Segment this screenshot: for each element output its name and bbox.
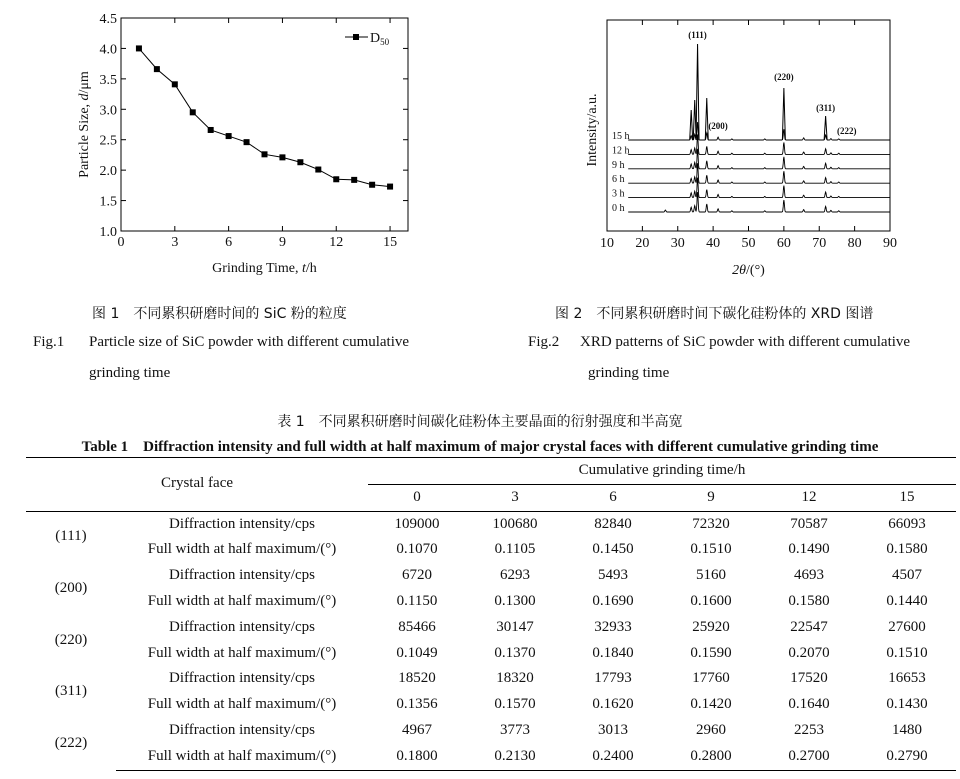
row-label: Full width at half maximum/(°) bbox=[147, 696, 337, 713]
value-cell: 109000 bbox=[368, 511, 466, 537]
fig2-caption-line1: XRD patterns of SiC powder with different cumulative bbox=[580, 334, 911, 350]
x-tick-label: 50 bbox=[741, 236, 756, 251]
y-tick-label: 3.5 bbox=[99, 72, 117, 88]
data-point bbox=[262, 151, 268, 157]
x-tick-label: 30 bbox=[670, 236, 685, 251]
value-cell: 0.1590 bbox=[690, 644, 732, 661]
data-point bbox=[315, 167, 321, 173]
row-label: Diffraction intensity/cps bbox=[116, 511, 368, 537]
value-cell: 0.1580 bbox=[788, 592, 830, 609]
y-tick-label: 2.5 bbox=[99, 133, 117, 149]
value-cell: 0.2400 bbox=[564, 744, 662, 770]
crystal-face-cell: (220) bbox=[54, 631, 88, 648]
fig2-caption-label: Fig.2 bbox=[528, 334, 560, 350]
data-point bbox=[172, 81, 178, 87]
value-cell: 18320 bbox=[496, 670, 534, 687]
value-cell: 25920 bbox=[692, 618, 730, 635]
series-label: 3 h bbox=[612, 188, 625, 200]
xrd-pattern-line bbox=[628, 163, 890, 183]
data-point bbox=[208, 127, 214, 133]
value-cell: 0.1105 bbox=[494, 541, 536, 558]
value-cell: 2253 bbox=[794, 721, 824, 738]
row-label: Full width at half maximum/(°) bbox=[147, 541, 337, 558]
value-cell: 0.1430 bbox=[886, 696, 928, 713]
value-cell: 17520 bbox=[790, 670, 828, 687]
row-label: Full width at half maximum/(°) bbox=[116, 744, 368, 770]
value-cell: 3773 bbox=[500, 721, 530, 738]
data-point bbox=[136, 45, 142, 51]
y-tick-label: 1.5 bbox=[99, 194, 117, 210]
value-cell: 70587 bbox=[760, 511, 858, 537]
value-cell: 0.1620 bbox=[592, 696, 634, 713]
fig2-caption-cn: 图 2 不同累积研磨时间下碳化硅粉体的 XRD 图谱 bbox=[555, 306, 874, 322]
series-label: 12 h bbox=[612, 145, 630, 157]
x-tick-label: 80 bbox=[847, 236, 862, 251]
value-cell: 2960 bbox=[696, 721, 726, 738]
time-col-header: 3 bbox=[511, 488, 519, 505]
time-col-header: 0 bbox=[413, 488, 421, 505]
value-cell: 0.2790 bbox=[858, 744, 956, 770]
row-label: Diffraction intensity/cps bbox=[169, 670, 315, 687]
value-cell: 0.1370 bbox=[494, 644, 536, 661]
value-cell: 100680 bbox=[466, 511, 564, 537]
value-cell: 0.1490 bbox=[788, 541, 830, 558]
data-point bbox=[226, 133, 232, 139]
value-cell: 0.1150 bbox=[396, 592, 438, 609]
table-row bbox=[26, 692, 956, 718]
data-point bbox=[244, 139, 250, 145]
data-point bbox=[387, 184, 393, 190]
crystal-face-cell: (111) bbox=[26, 511, 116, 563]
time-col-header: 9 bbox=[707, 488, 715, 505]
crystal-face-cell: (200) bbox=[54, 580, 88, 597]
table-row bbox=[26, 615, 956, 641]
crystal-face-cell: (311) bbox=[55, 683, 87, 700]
peak-label: (200) bbox=[708, 121, 728, 131]
peak-label: (311) bbox=[816, 103, 836, 113]
series-label: 0 h bbox=[612, 203, 625, 214]
x-tick-label: 15 bbox=[383, 235, 398, 250]
row-label: Diffraction intensity/cps bbox=[169, 567, 315, 584]
value-cell: 82840 bbox=[564, 511, 662, 537]
value-cell: 66093 bbox=[858, 511, 956, 537]
table-title-en: Table 1 Diffraction intensity and full width at half maximum of major crystal faces with different cumulative grinding time bbox=[81, 439, 879, 455]
table-row bbox=[26, 537, 956, 563]
series-label: 9 h bbox=[612, 159, 625, 171]
series-line-d50 bbox=[139, 48, 390, 186]
value-cell: 0.2800 bbox=[662, 744, 760, 770]
value-cell: 32933 bbox=[594, 618, 632, 635]
y-tick-label: 3.0 bbox=[99, 103, 117, 119]
value-cell: 0.1690 bbox=[592, 592, 634, 609]
data-point bbox=[190, 109, 196, 115]
value-cell: 3013 bbox=[598, 721, 628, 738]
data-point bbox=[279, 154, 285, 160]
xrd-pattern-line bbox=[628, 178, 890, 198]
time-col-header: 12 bbox=[801, 488, 817, 505]
value-cell: 0.2130 bbox=[466, 744, 564, 770]
time-col-header: 6 bbox=[609, 488, 617, 505]
series-label: 6 h bbox=[612, 174, 625, 186]
value-cell: 0.1510 bbox=[690, 541, 732, 558]
value-cell: 4967 bbox=[402, 721, 432, 738]
value-cell: 0.1840 bbox=[592, 644, 634, 661]
value-cell: 0.1580 bbox=[886, 541, 928, 558]
value-cell: 0.1440 bbox=[886, 592, 928, 609]
table-row bbox=[26, 511, 956, 537]
value-cell: 6720 bbox=[402, 567, 432, 584]
y-tick-label: 4.0 bbox=[99, 42, 117, 58]
series-label: 15 h bbox=[612, 131, 630, 142]
value-cell: 0.1510 bbox=[886, 644, 928, 661]
fig1-caption-cn: 图 1 不同累积研磨时间的 SiC 粉的粒度 bbox=[92, 306, 347, 322]
x-tick-label: 12 bbox=[329, 235, 344, 250]
x-tick-label: 9 bbox=[278, 235, 286, 250]
x-tick-label: 10 bbox=[600, 236, 614, 251]
value-cell: 1480 bbox=[892, 721, 922, 738]
x-tick-label: 40 bbox=[706, 236, 721, 251]
value-cell: 0.1070 bbox=[396, 541, 438, 558]
value-cell: 6293 bbox=[500, 567, 530, 584]
data-point bbox=[154, 66, 160, 72]
value-cell: 30147 bbox=[496, 618, 534, 635]
table-row bbox=[26, 563, 956, 589]
xrd-pattern-line bbox=[628, 192, 890, 212]
crystal-face-cell: (222) bbox=[54, 735, 88, 752]
table-row bbox=[26, 666, 956, 692]
value-cell: 18520 bbox=[398, 670, 436, 687]
x-tick-label: 0 bbox=[117, 235, 125, 250]
value-cell: 22547 bbox=[790, 618, 828, 635]
fig2-caption-line2: grinding time bbox=[588, 365, 670, 381]
value-cell: 0.2070 bbox=[788, 644, 830, 661]
value-cell: 0.1600 bbox=[690, 592, 732, 609]
value-cell: 0.2700 bbox=[760, 744, 858, 770]
legend-label: $D_{50}$ bbox=[370, 31, 390, 47]
plot-frame bbox=[121, 18, 408, 231]
legend-marker bbox=[353, 34, 359, 40]
value-cell: 4507 bbox=[892, 567, 922, 584]
row-label: Diffraction intensity/cps bbox=[169, 721, 315, 738]
x-axis-label: Grinding Time, t/h bbox=[212, 261, 317, 276]
time-col-header: 15 bbox=[899, 488, 915, 505]
value-cell: 17793 bbox=[594, 670, 632, 687]
peak-label: (111) bbox=[688, 30, 707, 40]
y-axis-label: Particle Size, d/μm bbox=[77, 71, 92, 178]
data-point bbox=[297, 159, 303, 165]
table-row bbox=[26, 641, 956, 667]
peak-label: (222) bbox=[836, 126, 857, 136]
fig1-caption-line2: grinding time bbox=[89, 365, 171, 381]
x-tick-label: 3 bbox=[171, 235, 179, 250]
y-axis-label: Intensity/a.u. bbox=[585, 93, 600, 167]
value-cell: 0.1049 bbox=[396, 644, 438, 661]
time-header: Cumulative grinding time/h bbox=[368, 458, 956, 485]
value-cell: 0.1640 bbox=[788, 696, 830, 713]
y-tick-label: 1.0 bbox=[99, 225, 117, 240]
value-cell: 17760 bbox=[692, 670, 730, 687]
value-cell: 5160 bbox=[696, 567, 726, 584]
table-row bbox=[26, 718, 956, 744]
value-cell: 0.1570 bbox=[494, 696, 536, 713]
x-axis-label: 2θ/(°) bbox=[732, 263, 765, 278]
y-tick-label: 2.0 bbox=[99, 164, 117, 180]
row-label: Diffraction intensity/cps bbox=[169, 618, 315, 635]
data-point bbox=[333, 176, 339, 182]
x-tick-label: 20 bbox=[635, 236, 650, 251]
value-cell: 0.1800 bbox=[368, 744, 466, 770]
peak-label: (220) bbox=[774, 72, 794, 82]
xrd-pattern-line bbox=[628, 134, 890, 154]
particle-size-chart bbox=[0, 0, 470, 290]
row-label: Full width at half maximum/(°) bbox=[147, 592, 337, 609]
xrd-chart bbox=[470, 0, 960, 290]
table-row bbox=[26, 589, 956, 615]
fig1-caption-line1: Particle size of SiC powder with different cumulative bbox=[89, 334, 410, 350]
value-cell: 0.1420 bbox=[690, 696, 732, 713]
x-tick-label: 70 bbox=[812, 236, 827, 251]
x-tick-label: 6 bbox=[225, 235, 233, 250]
value-cell: 16653 bbox=[888, 670, 926, 687]
y-tick-label: 4.5 bbox=[99, 12, 117, 27]
value-cell: 4693 bbox=[794, 567, 824, 584]
data-table bbox=[26, 457, 956, 771]
table-title-cn: 表 1 不同累积研磨时间碳化硅粉体主要晶面的衍射强度和半高宽 bbox=[277, 414, 683, 430]
value-cell: 5493 bbox=[598, 567, 628, 584]
data-point bbox=[351, 177, 357, 183]
value-cell: 27600 bbox=[888, 618, 926, 635]
value-cell: 72320 bbox=[662, 511, 760, 537]
row-label: Full width at half maximum/(°) bbox=[147, 644, 337, 661]
x-tick-label: 60 bbox=[776, 236, 791, 251]
xrd-pattern-line bbox=[628, 149, 890, 169]
value-cell: 0.1450 bbox=[592, 541, 634, 558]
table-row bbox=[26, 744, 956, 770]
fig1-caption-label: Fig.1 bbox=[33, 334, 65, 350]
crystal-face-header: Crystal face bbox=[26, 458, 368, 512]
x-tick-label: 90 bbox=[883, 236, 897, 251]
value-cell: 0.1356 bbox=[396, 696, 438, 713]
value-cell: 0.1300 bbox=[494, 592, 536, 609]
value-cell: 85466 bbox=[398, 618, 436, 635]
data-point bbox=[369, 182, 375, 188]
